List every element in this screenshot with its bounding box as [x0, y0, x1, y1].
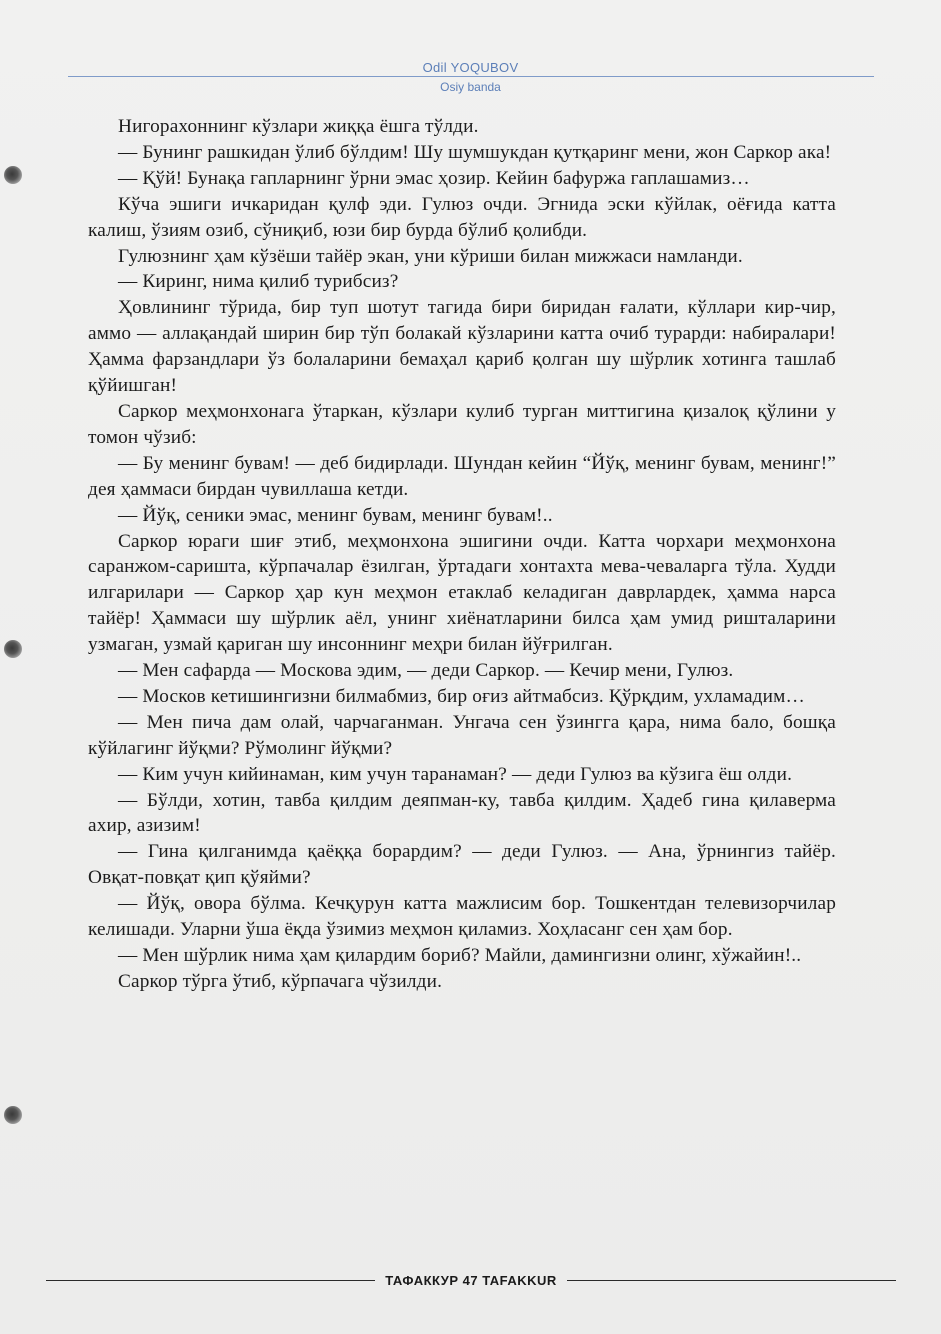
page-footer	[46, 1270, 896, 1290]
header-title: Osiy banda	[440, 80, 501, 94]
paragraph: Нигорахоннинг кўзлари жиққа ёшга тўлди.	[118, 116, 479, 137]
paragraph: Саркор юраги шиғ этиб, меҳмонхона эшигини очди. Катта чорхари меҳмонхона саранжом-саришта, кўрпачалар ёзилган, ўртадаги хонтахта мева-чеваларга тўла. Худди илгарилари — Саркор ҳар кун меҳмон етаклаб келадиган даврлардек, ҳамма нарса тайёр! Ҳаммаси шу шўрлик аёл, унинг хиёнатларини билса ҳам умид ришталарини узмаган, узмай қариган шу инсоннинг меҳри билан йўғрилган.	[88, 530, 836, 656]
paragraph: — Бунинг рашкидан ўлиб бўлдим! Шу шумшукдан қутқаринг мени, жон Саркор ака!	[118, 141, 832, 163]
footer-rule-right	[567, 1280, 896, 1281]
paragraph: — Гина қилганимда қаёққа борардим? — деди Гулюз. — Ана, ўрнингиз тайёр. Овқат-повқат қип қўяйми?	[88, 841, 836, 889]
paragraph: Саркор меҳмонхонага ўтаркан, кўзлари кулиб турган миттигина қизалоқ қўлини у томон чўзиб:	[88, 400, 836, 448]
paragraph: — Мен сафарда — Москова эдим, — деди Саркор. — Кечир мени, Гулюз.	[118, 660, 734, 682]
paragraph: — Мен пича дам олай, чарчаганман. Унгача сен ўзингга қара, нима бало, бошқа кўйлагинг йўқми? Рўмолинг йўқми?	[88, 711, 836, 759]
paragraph: — Москов кетишингизни билмабмиз, бир оғиз айтмабсиз. Қўрқдим, ухламадим…	[118, 685, 805, 707]
punch-hole	[4, 1106, 22, 1124]
punch-hole	[4, 640, 22, 658]
paragraph: Ҳовлининг тўрида, бир туп шотут тагида бири биридан ғалати, кўллари кир-чир, аммо — аллақандай ширин бир тўп болакай кўзларини катта очиб турарди: набиралари! Ҳамма фарзандлари ўз болаларини бемаҳал қариб қолган шу шўрлик хотинга ташлаб қўйишган!	[88, 297, 836, 397]
paragraph: — Қўй! Бунақа гапларнинг ўрни эмас ҳозир. Кейин бафуржа гаплашамиз…	[118, 167, 750, 189]
punch-hole	[4, 166, 22, 184]
header-author: Odil YOQUBOV	[422, 60, 519, 75]
header-rule	[68, 76, 874, 77]
paragraph: — Ким учун кийинаман, ким учун таранаман? — деди Гулюз ва кўзига ёш олди.	[118, 763, 793, 785]
paragraph: — Мен шўрлик нима ҳам қилардим бориб? Майли, дамингизни олинг, хўжайин!..	[118, 945, 802, 966]
article-body	[88, 114, 836, 995]
paragraph: Саркор тўрга ўтиб, кўрпачага чўзилди.	[118, 970, 443, 992]
paragraph: Гулюзнинг ҳам кўзёши тайёр экан, уни кўриши билан мижжаси намланди.	[118, 245, 743, 267]
paragraph: — Йўқ, овора бўлма. Кечқурун катта мажлисим бор. Тошкентдан телевизорчилар келишади. Уларни ўша ёқда ўзимиз меҳмон қиламиз. Хоҳласанг сен ҳам бор.	[88, 893, 836, 941]
footer-page-number: ТАФАККУР 47 TAFAKKUR	[385, 1272, 557, 1288]
paragraph: — Бўлди, хотин, тавба қилдим деяпман-ку, тавба қилдим. Ҳадеб гина қилаверма ахир, азизим!	[88, 789, 836, 837]
paragraph: — Йўқ, сеники эмас, менинг бувам, менинг бувам!..	[118, 504, 553, 526]
paragraph: — Бу менинг бувам! — деб бидирлади. Шундан кейин “Йўқ, менинг бувам, менинг!” дея ҳаммаси бирдан чувиллаша кетди.	[88, 452, 836, 500]
paragraph: Кўча эшиги ичкаридан қулф эди. Гулюз очди. Эгнида эски кўйлак, оёғида катта калиш, ўзиям озиб, сўниқиб, юзи бир бурда бўлиб қолибди.	[88, 193, 836, 241]
paragraph: — Киринг, нима қилиб турибсиз?	[118, 271, 399, 293]
footer-rule-left	[46, 1280, 375, 1281]
